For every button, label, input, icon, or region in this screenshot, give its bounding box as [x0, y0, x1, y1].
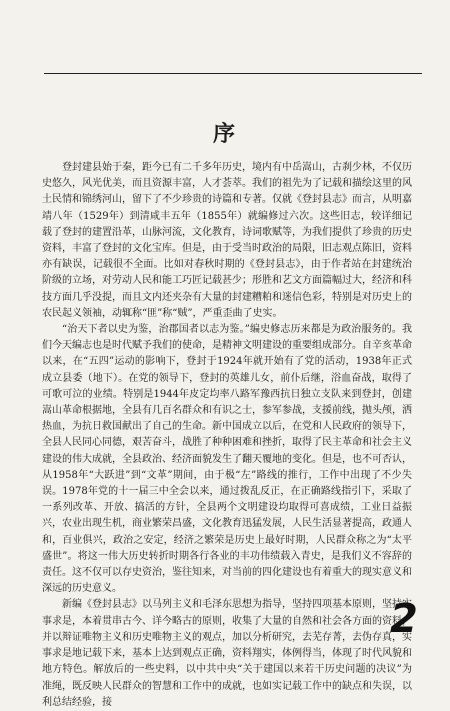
- paragraph-1: 登封建县始于秦，距今已有二千多年历史，境内有中岳嵩山，古刹少林，不仅历史悠久，风光优美，而且资源丰富，人才荟萃。我们的祖先为了记载和描绘这里的风土民情和锦绣河山，留下了不少珍贵的诗篇和专著。仅就《登封县志》而言，从明嘉靖八年（1529年）到清咸丰五年（1855年）就编修过六次。这些旧志，较详细记载了登封的建置沿革，山脉河流，文化教育，诗词歌赋等，为我们提供了珍贵的历史资料，丰富了登封的文化宝库。但是，由于受当时政治的局限，旧志观点陈旧，资料亦有缺误，记载很不全面。比如对春秋时期的《登封县志》，由于作者站在封建统治阶级的立场，对劳动人民和能工巧匠记载甚少；形胜和艺文方面篇幅过大，经济和科技方面几乎没提，而且文内还夹杂有大量的封建糟粕和迷信色彩，特别是对历史上的农民起义领袖，动辄称“匪”称“贼”，严重歪曲了史实。: [42, 162, 412, 319]
- page-title: 序: [212, 121, 237, 147]
- paragraph-2: “治天下者以史为鉴，治郡国者以志为鉴。”编史修志历来都是为政治服务的。我们今天编志也是时代赋予我们的使命，是精神文明建设的重要组成部分。自辛亥革命以来，在“五四”运动的影响下，登封于1924年就开始有了党的活动，1938年正式成立县委（地下）。在党的领导下，登封的英雄儿女，前仆后继，浴血奋战，取得了可歌可泣的业绩。特别是1944年皮定均率八路军豫西抗日独立支队来到登封，创建嵩山革命根据地，全县有几百名群众和有识之士，参军参战，支援前线，抛头颅，洒热血，为抗日救国献出了自己的生命。新中国成立以后，在党和人民政府的领导下，全县人民同心同德，艰苦奋斗，战胜了种种困难和挫折，取得了民主革命和社会主义建设的伟大成就，全县政治、经济面貌发生了翻天覆地的变化。但是，也不可否认，从1958年“大跃进”到“文革”期间，由于极“左”路线的推行，工作中出现了不少失误。1978年党的十一届三中全会以来，通过拨乱反正，在正确路线指引下，采取了一系列改革、开放、搞活的方针，全县两个文明建设均取得可喜成绩，工业日益振兴，农业出现生机，商业繁荣昌盛，文化教育迅猛发展，人民生活显著提高，政通人和，百业俱兴，政治之安定，经济之繁荣是历史上最好时期，人民群众称之为“太平盛世”。将这一伟大历史转折时期各行各业的丰功伟绩载入青史，是我们义不容辞的责任。这不仅可以存史资治，鉴往知来，对当前的四化建设也有着重大的现实意义和深远的历史意义。: [42, 324, 412, 595]
- paragraph-3: 新编《登封县志》以马列主义和毛泽东思想为指导，坚持四项基本原则，坚持实事求是，本着贯串古今、详今略古的原则，收集了大量的自然和社会各方面的资料，并以辩证唯物主义和历史唯物主义的观点，加以分析研究，去芜存菁，去伪存真，实事求是地记载下来，基本上达到观点正确，资料翔实，体例得当，体现了时代风貌和地方特色。解放后的一些史料，以中共中央“关于建国以来若干历史问题的决议”为准绳，既反映人民群众的智慧和工作中的成就，也如实记载工作中的缺点和失误，以利总结经验，接: [42, 599, 412, 708]
- header-rule: [44, 73, 422, 74]
- body-text: [42, 160, 412, 711]
- page-number: 2: [390, 596, 418, 642]
